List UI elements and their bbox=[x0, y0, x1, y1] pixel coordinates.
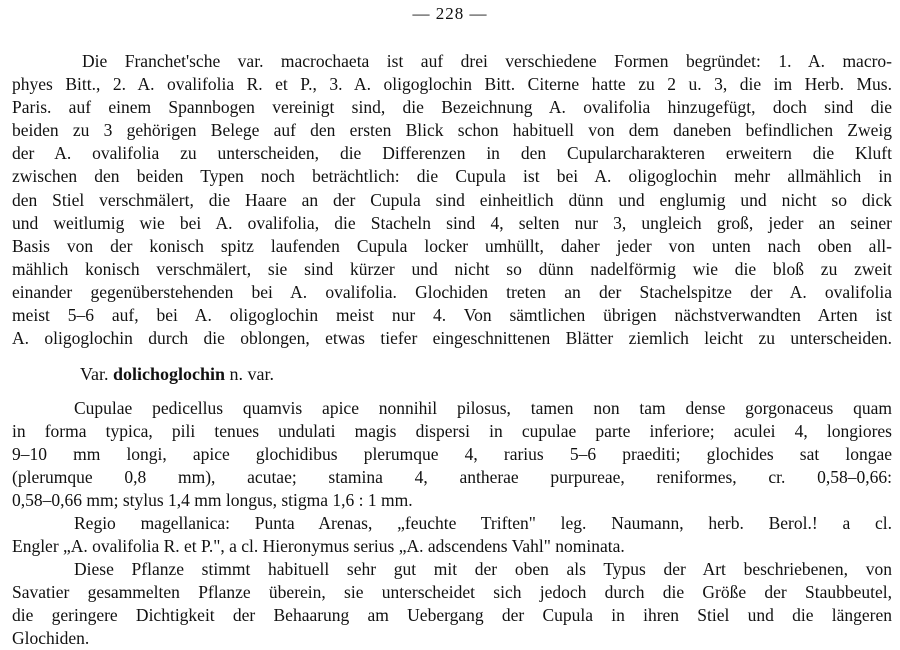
text-line: Die Franchet'sche var. macrochaeta ist auf drei verschiedene Formen begründet: 1. A. macro- bbox=[82, 51, 892, 71]
heading-prefix: Var. bbox=[80, 364, 109, 384]
text-line: A. oligoglochin durch die oblongen, etwas tiefer eingeschnittenen Blätter ziemlich leicht zu unterscheiden. bbox=[12, 328, 892, 349]
text-line: den Stiel verschmälert, die Haare an der Cupula sind einheitlich dünn und englumig und nicht so dick bbox=[12, 189, 892, 210]
paragraph-regio bbox=[12, 512, 892, 558]
text-line: Regio magellanica: Punta Arenas, „feuchte Triften" leg. Naumann, herb. Berol.! a cl. bbox=[74, 513, 892, 533]
heading-variety-name: dolichoglochin bbox=[113, 364, 226, 384]
text-line: Diese Pflanze stimmt habituell sehr gut mit der oben als Typus der Art beschriebenen, von bbox=[74, 559, 892, 579]
paragraph-latin-description bbox=[12, 397, 892, 512]
paragraph-diese-pflanze bbox=[12, 558, 892, 650]
text-line: in forma typica, pili tenues undulati magis dispersi in cupulae parte inferiore; aculei 4, longiores bbox=[12, 421, 892, 442]
paragraph-franchet bbox=[12, 50, 892, 350]
text-line: Paris. auf einem Spannbogen vereinigt sind, die Bezeichnung A. ovalifolia hinzugefügt, doch sind die bbox=[12, 97, 892, 118]
text-line: die geringere Dichtigkeit der Behaarung am Uebergang der Cupula in ihren Stiel und die längeren bbox=[12, 605, 892, 626]
text-line: (plerumque 0,8 mm), acutae; stamina 4, antherae purpureae, reniformes, cr. 0,58–0,66: bbox=[12, 467, 892, 488]
text-line: 9–10 mm longi, apice glochidibus plerumque 4, rarius 5–6 praediti; glochides sat longae bbox=[12, 444, 892, 465]
text-line: einander gegenüberstehenden bei A. ovalifolia. Glochiden treten an der Stachelspitze der A. ovalifolia bbox=[12, 281, 892, 302]
text-line: Glochiden. bbox=[12, 628, 90, 649]
text-line: der A. ovalifolia zu unterscheiden, die Differenzen in den Cupularcharakteren erweitern die Kluft bbox=[12, 143, 892, 164]
page-number: — 228 — bbox=[412, 4, 488, 23]
text-line: beiden zu 3 gehörigen Belege auf den ersten Blick schon habituell von dem daneben befindlichen Zweig bbox=[12, 120, 892, 141]
text-line: Basis von der konisch spitz laufenden Cupula locker umhüllt, daher jeder von unten nach oben all- bbox=[12, 235, 892, 256]
text-line: und weitlumig wie bei A. ovalifolia, die Stacheln sind 4, selten nur 3, ungleich groß, jeder an seiner bbox=[12, 212, 892, 233]
text-line: meist 5–6 auf, bei A. oligoglochin meist nur 4. Von sämtlichen übrigen nächstverwandten Arten ist bbox=[12, 305, 892, 326]
text-line: Savatier gesammelten Pflanze überein, sie unterscheidet sich jedoch durch die Größe der Staubbeutel, bbox=[12, 582, 892, 603]
text-line: mählich konisch verschmälert, sie sind kürzer und nicht so dünn nadelförmig wie die bloß zu zweit bbox=[12, 258, 892, 279]
text-line: Cupulae pedicellus quamvis apice nonnihil pilosus, tamen non tam dense gorgonaceus quam bbox=[74, 398, 892, 418]
text-line: phyes Bitt., 2. A. ovalifolia R. et P., 3. A. oligoglochin Bitt. Citerne hatte zu 2 u. 3, die im Herb. Mus. bbox=[12, 74, 892, 95]
heading-suffix: n. var. bbox=[229, 364, 275, 384]
text-line: 0,58–0,66 mm; stylus 1,4 mm longus, stigma 1,6 : 1 mm. bbox=[12, 490, 413, 511]
text-line: zwischen den beiden Typen noch beträchtlich: die Cupula ist bei A. oligoglochin mehr allmählich in bbox=[12, 166, 892, 187]
variety-heading bbox=[80, 364, 274, 385]
text-line: Engler „A. ovalifolia R. et P.", a cl. Hieronymus serius „A. adscendens Vahl" nominata. bbox=[12, 536, 625, 557]
